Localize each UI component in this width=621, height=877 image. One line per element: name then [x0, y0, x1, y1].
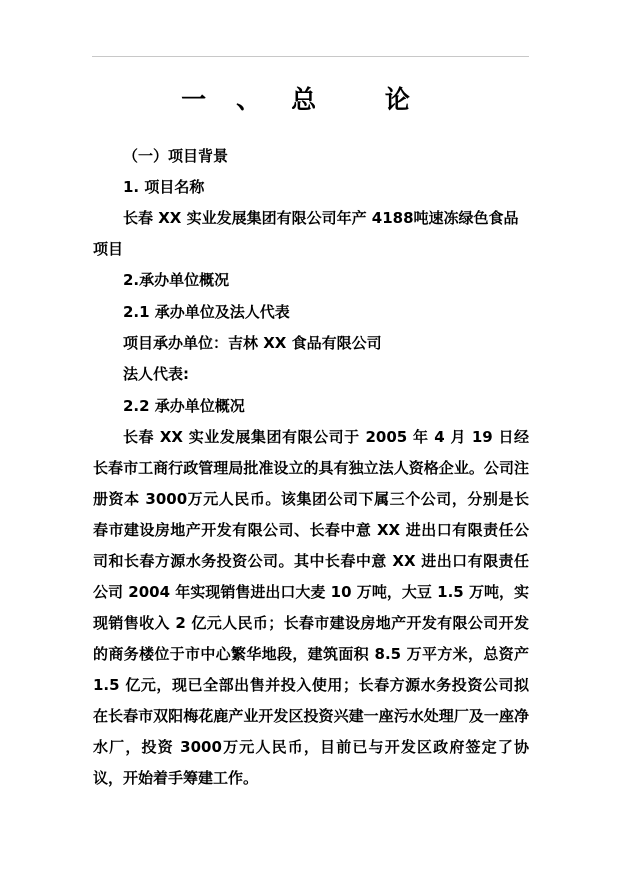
chapter-title: 一、总 论 [181, 85, 440, 114]
project-name-line1: 长春 XX 实业发展集团有限公司年产 4188吨速冻绿色食品 [123, 209, 519, 227]
item1-heading: 1. 项目名称 [123, 178, 205, 196]
item2-1-heading: 2.1 承办单位及法人代表 [123, 303, 290, 321]
legal-rep-line: 法人代表: [123, 365, 189, 383]
section-heading: （一）项目背景 [123, 147, 229, 165]
project-name-line2: 项目 [93, 240, 124, 258]
overview-paragraph: 长春 XX 实业发展集团有限公司于 2005 年 4 月 19 日经长春市工商行政管理局批准设立的具有独立法人资格企业。公司注册资本 3000万元人民币。该集团公司下属三个公司，分别是长春市建设房地产开发有限公司、长春中意 XX 进出口有限责任公司和长春方源水务投资公司。其中长春中意 XX 进出口有限责任公司 2004 年实现销售进出口大麦 10 万吨，大豆 1.5 万吨，实现销售收入 2 亿元人民币；长春市建设房地产开发有限公司开发的商务楼位于市中心繁华地段，建筑面积 8.5 万平方米，总资产 1.5 亿元，现已全部出售并投入使用；长春方源水务投资公司拟在长春市双阳梅花鹿产业开发区投资兴建一座污水处理厂及一座净水厂，投资 3000万元人民币，目前已与开发区政府签定了协议，开始着手筹建工作。 [93, 428, 529, 787]
header-rule [92, 56, 529, 57]
item2-heading: 2.承办单位概况 [123, 271, 230, 289]
undertaker-line: 项目承办单位：吉林 XX 食品有限公司 [123, 334, 382, 352]
item2-2-heading: 2.2 承办单位概况 [123, 397, 245, 415]
